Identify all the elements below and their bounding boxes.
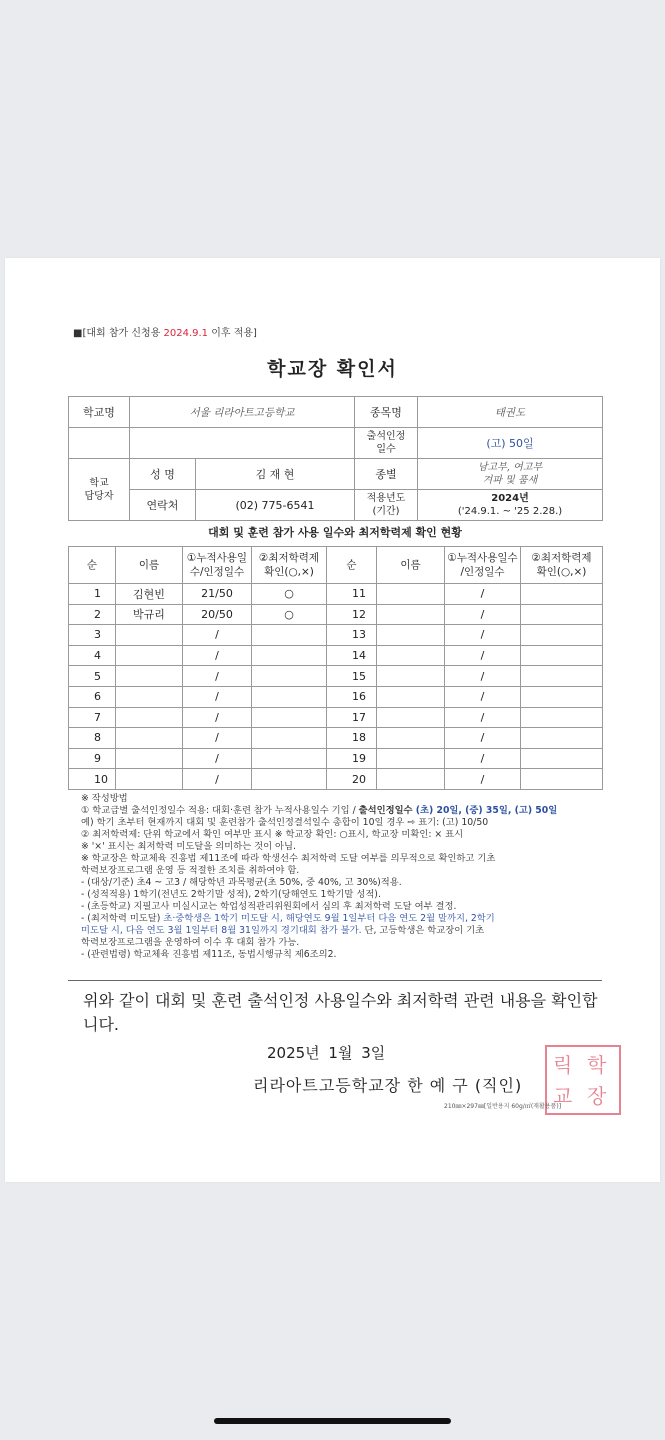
roster-row: [69, 748, 603, 769]
header-cell: ②최저학력제 확인(○,×): [252, 547, 327, 584]
roster-cell: 11: [327, 584, 377, 605]
header-cell: ①누적사용일 수/인정일수: [183, 547, 252, 584]
roster-cell: /: [445, 604, 521, 625]
roster-cell: /: [445, 748, 521, 769]
name-value: 김 재 현: [196, 459, 355, 490]
roster-cell: /: [183, 645, 252, 666]
roster-cell: [377, 584, 445, 605]
roster-cell: [116, 769, 183, 790]
roster-row: [69, 645, 603, 666]
document-title: 학교장 확인서: [267, 358, 398, 380]
roster-cell: ○: [252, 604, 327, 625]
roster-cell: [521, 604, 603, 625]
roster-cell: [521, 728, 603, 749]
event-label: 종목명: [355, 397, 418, 428]
roster-cell: [116, 645, 183, 666]
header-cell: 이름: [116, 547, 183, 584]
roster-cell: /: [445, 707, 521, 728]
roster-cell: /: [183, 686, 252, 707]
roster-cell: [252, 748, 327, 769]
note-bold: 출석인정일수: [358, 805, 416, 816]
roster-cell: [116, 686, 183, 707]
note-highlight: (초) 20일, (중) 35일, (고) 50일: [415, 805, 558, 816]
applicability-prefix: ■[대회 참가 신청용: [73, 328, 164, 339]
note-line: ※ '×' 표시는 최저학력 미도달을 의미하는 것이 아님.: [81, 841, 296, 852]
roster-cell: /: [183, 728, 252, 749]
roster-row: [69, 769, 603, 790]
year-period: ('24.9.1. ~ '25 2.28.): [457, 506, 563, 517]
roster-cell: [252, 686, 327, 707]
roster-cell: 15: [327, 666, 377, 687]
roster-cell: 3: [69, 625, 116, 646]
name-label: 성 명: [130, 459, 196, 490]
header-cell: 순: [327, 547, 377, 584]
roster-cell: /: [445, 769, 521, 790]
roster-cell: /: [445, 645, 521, 666]
roster-cell: [521, 584, 603, 605]
note-line: - (성적적용) 1학기(전년도 2학기말 성적), 2학기(당해연도 1학기말 성적).: [81, 889, 381, 900]
instructions: [81, 793, 611, 961]
note-line: [81, 805, 611, 817]
roster-cell: 13: [327, 625, 377, 646]
contact-label: 학교 담당자: [69, 459, 130, 521]
applicability-note: [73, 324, 257, 339]
roster-cell: /: [183, 625, 252, 646]
roster-cell: 18: [327, 728, 377, 749]
attendance-label: 출석인정 일수: [355, 428, 418, 459]
roster-cell: 19: [327, 748, 377, 769]
roster-cell: 5: [69, 666, 116, 687]
note-line: - (관련법령) 학교체육 진흥법 제11조, 동법시행규칙 제6조의2.: [81, 949, 337, 960]
roster-cell: 박규리: [116, 604, 183, 625]
roster-cell: [521, 769, 603, 790]
note-line: 학력보장프로그램 운영 등 적절한 조치를 취하여야 함.: [81, 865, 300, 876]
note-line: - (초등학교) 지필고사 미실시교는 학업성적관리위원회에서 심의 후 최저학력 도달 여부 결정.: [81, 901, 457, 912]
roster-cell: 20/50: [183, 604, 252, 625]
division-value: [418, 459, 603, 490]
roster-row: [69, 584, 603, 605]
year-label: 적용년도 (기간): [355, 490, 418, 521]
roster-cell: [116, 728, 183, 749]
note-text: ① 학교급별 출석인정일수 적용: 대회·훈련 참가 누적사용일수 기입 /: [81, 805, 359, 816]
roster-cell: [521, 686, 603, 707]
roster-cell: [252, 707, 327, 728]
roster-cell: 16: [327, 686, 377, 707]
note-line: ※ 학교장은 학교체육 진흥법 제11조에 따라 학생선수 최저학력 도달 여부를 의무적으로 확인하고 기초: [81, 853, 496, 864]
roster-cell: [252, 769, 327, 790]
roster-cell: /: [445, 666, 521, 687]
roster-cell: 14: [327, 645, 377, 666]
roster-cell: 1: [69, 584, 116, 605]
roster-cell: 8: [69, 728, 116, 749]
confirmation-date: 2025년 1월 3일: [267, 1044, 386, 1062]
header-cell: 순: [69, 547, 116, 584]
roster-cell: [377, 728, 445, 749]
official-seal-stamp: 릭 학 교 장: [545, 1045, 621, 1115]
school-label: 학교명: [69, 397, 130, 428]
note-text: - (최저학력 미도달): [81, 913, 164, 924]
note-highlight: 초·중학생은 1학기 미도달 시, 해당연도 9월 1일부터 다음 연도 2월 말까지, 2학기: [163, 913, 495, 924]
header-cell: 이름: [377, 547, 445, 584]
note-highlight: 미도달 시, 다음 연도 3월 1일부터 8월 31일까지 경기대회 참가 불가.: [81, 925, 362, 936]
roster-cell: 9: [69, 748, 116, 769]
roster-cell: 4: [69, 645, 116, 666]
roster-body: [69, 584, 603, 790]
roster-row: [69, 686, 603, 707]
roster-row: [69, 728, 603, 749]
roster-cell: /: [183, 707, 252, 728]
roster-row: [69, 604, 603, 625]
roster-cell: [521, 666, 603, 687]
notes-heading: ※ 작성방법: [81, 793, 128, 804]
year-value: [418, 490, 603, 521]
roster-title: 대회 및 훈련 참가 사용 일수와 최저학력제 확인 현황: [208, 526, 462, 539]
note-line: [81, 913, 611, 925]
roster-cell: /: [183, 769, 252, 790]
note-text: 단, 고등학생은 학교장이 기초: [361, 925, 485, 936]
roster-cell: [252, 666, 327, 687]
phone-value: (02) 775-6541: [196, 490, 355, 521]
roster-cell: /: [183, 666, 252, 687]
roster-cell: [521, 748, 603, 769]
phone-label: 연락처: [130, 490, 196, 521]
roster-cell: /: [183, 748, 252, 769]
roster-cell: ○: [252, 584, 327, 605]
roster-cell: 20: [327, 769, 377, 790]
roster-cell: 12: [327, 604, 377, 625]
divider: [68, 980, 602, 981]
roster-cell: [377, 769, 445, 790]
roster-cell: [252, 625, 327, 646]
roster-cell: 6: [69, 686, 116, 707]
division-value-line-2: 겨파 및 품새: [482, 475, 538, 486]
roster-cell: 10: [69, 769, 116, 790]
roster-cell: [252, 728, 327, 749]
roster-cell: 7: [69, 707, 116, 728]
roster-cell: [521, 645, 603, 666]
roster-cell: [252, 645, 327, 666]
applicability-suffix: 이후 적용]: [208, 328, 257, 339]
header-cell: ②최저학력제 확인(○,×): [521, 547, 603, 584]
note-line: - (대상/기준) 초4 ~ 고3 / 해당학년 과목평균(초 50%, 중 40%, 고 30%)적용.: [81, 877, 402, 888]
note-line: 예) 학기 초부터 현재까지 대회 및 훈련참가 출석인정결석일수 총합이 10일 경우 ⇨ 표기: (고) 10/50: [81, 817, 489, 828]
roster-cell: [377, 666, 445, 687]
division-label: 종별: [355, 459, 418, 490]
roster-cell: [377, 686, 445, 707]
roster-cell: 21/50: [183, 584, 252, 605]
confirmation-text: 위와 같이 대회 및 훈련 출석인정 사용일수와 최저학력 관련 내용을 확인합니다.: [83, 991, 598, 1034]
home-indicator[interactable]: [214, 1418, 451, 1424]
school-value: 서울 리라아트고등학교: [130, 397, 355, 428]
roster-row: [69, 625, 603, 646]
roster-cell: /: [445, 686, 521, 707]
division-value-line-1: 남고부, 여고부: [477, 462, 543, 473]
event-value: 태권도: [418, 397, 603, 428]
roster-cell: [116, 707, 183, 728]
blank-cell: [69, 428, 130, 459]
roster-cell: [116, 748, 183, 769]
header-cell: ①누적사용일수 /인정일수: [445, 547, 521, 584]
school-info-table: [68, 396, 603, 521]
roster-cell: [116, 666, 183, 687]
year-value-main: 2024년: [491, 493, 529, 504]
roster-cell: [377, 707, 445, 728]
applicability-date: 2024.9.1: [163, 328, 209, 339]
roster-row: [69, 707, 603, 728]
roster-cell: [377, 625, 445, 646]
principal-signature-line: 리라아트고등학교장 한 예 구 (직인): [253, 1076, 523, 1095]
note-line: ② 최저학력제: 단위 학교에서 확인 여부만 표시 ※ 학교장 확인: ○표시, 학교장 미확인: × 표시: [81, 829, 464, 840]
roster-cell: [377, 645, 445, 666]
note-line: 학력보장프로그램을 운영하여 이수 후 대회 참가 가능.: [81, 937, 300, 948]
roster-table: [68, 546, 603, 790]
roster-cell: [521, 625, 603, 646]
roster-cell: /: [445, 584, 521, 605]
roster-header-row: [69, 547, 603, 584]
roster-cell: [377, 604, 445, 625]
paper-spec: 210㎜×297㎜[일반용지 60g/㎡(재활용품)]: [444, 1103, 562, 1110]
attendance-value: (고) 50일: [418, 428, 603, 459]
roster-cell: 김현빈: [116, 584, 183, 605]
blank-cell: [130, 428, 355, 459]
roster-cell: /: [445, 625, 521, 646]
roster-cell: 17: [327, 707, 377, 728]
note-line: [81, 925, 611, 937]
roster-row: [69, 666, 603, 687]
roster-cell: [377, 748, 445, 769]
roster-cell: [521, 707, 603, 728]
roster-cell: [116, 625, 183, 646]
document-page: [5, 258, 660, 1182]
roster-cell: 2: [69, 604, 116, 625]
roster-cell: /: [445, 728, 521, 749]
